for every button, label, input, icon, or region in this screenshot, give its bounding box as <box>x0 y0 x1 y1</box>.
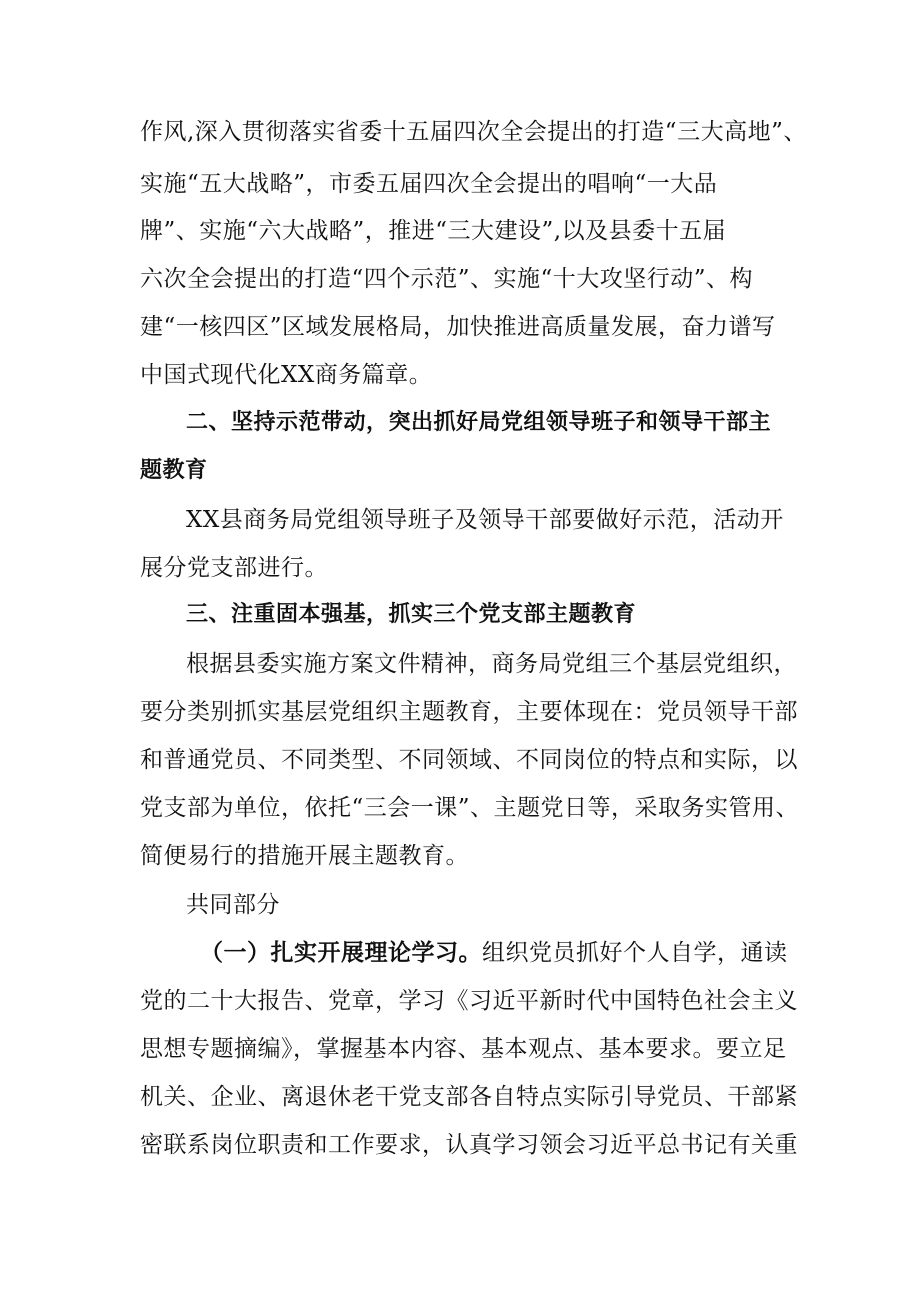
para4-line: 党的二十大报告、党章，学习《习近平新时代中国特色社会主义 <box>140 988 798 1014</box>
para3-line: 和普通党员、不同类型、不同领域、不同岗位的特点和实际，以 <box>140 747 798 773</box>
para1-line: 实施“五大战略”，市委五届四次全会提出的唱响“一大品 <box>140 171 718 197</box>
para1-line: 作风,深入贯彻落实省委十五届四次全会提出的打造“三大高地”、 <box>140 119 807 145</box>
para1-line: 建“一核四区”区域发展格局，加快推进高质量发展，奋力谱写 <box>140 314 776 340</box>
para3-line: 党支部为单位，依托“三会一课”、主题党日等，采取务实管用、 <box>140 795 800 821</box>
para2-line: XX县商务局党组领导班子及领导干部要做好示范，活动开 <box>186 507 784 533</box>
para4-first-line <box>200 938 800 968</box>
para3-line: 简便易行的措施开展主题教育。 <box>140 843 469 869</box>
para1-line: 牌”、实施“六大战略”，推进“三大建设”,以及县委十五届 <box>140 218 727 244</box>
para1-line: 中国式现代化XX商务篇章。 <box>140 362 433 388</box>
para1-line: 六次全会提出的打造“四个示范”、实施“十大攻坚行动”、构 <box>140 266 754 292</box>
para2-line: 展分党支部进行。 <box>140 555 328 581</box>
section-heading-3: 三、注重固本强基，抓实三个党支部主题教育 <box>186 602 637 627</box>
para4-line: 思想专题摘编》，掌握基本内容、基本观点、基本要求。要立足 <box>140 1036 787 1062</box>
para4-bold-lead: （一）扎实开展理论学习。 <box>200 940 482 966</box>
para4-first-rest: 组织党员抓好个人自学，通读 <box>482 940 788 966</box>
para3-line: 要分类别抓实基层党组织主题教育，主要体现在：党员领导干部 <box>140 699 798 725</box>
para4-line: 机关、企业、离退休老干党支部各自特点实际引导党员、干部紧 <box>140 1084 798 1110</box>
section-heading-2: 二、坚持示范带动，突出抓好局党组领导班子和领导干部主 <box>186 410 772 435</box>
section-label: 共同部分 <box>186 892 280 918</box>
para3-line: 根据县委实施方案文件精神，商务局党组三个基层党组织， <box>186 651 797 677</box>
section-heading-2-cont: 题教育 <box>140 458 208 483</box>
para4-line: 密联系岗位职责和工作要求，认真学习领会习近平总书记有关重 <box>140 1132 798 1158</box>
